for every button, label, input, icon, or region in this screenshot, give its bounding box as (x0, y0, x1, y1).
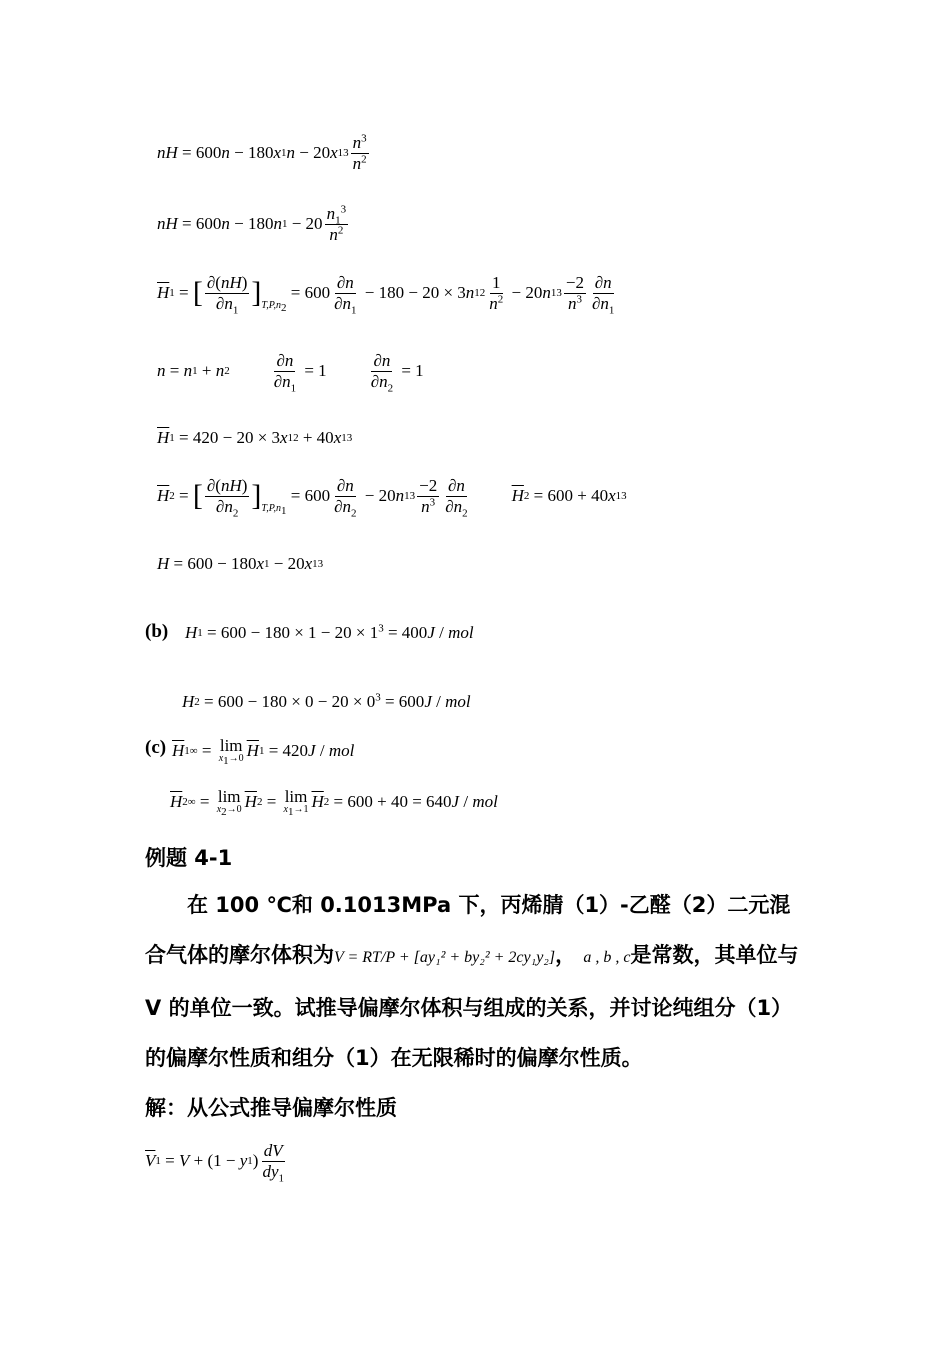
volume-equation: V = RT/P + [ay₁² + by₂² + 2cy₁y₂] (334, 949, 556, 966)
part-c-label: (c) (145, 737, 167, 758)
equation-1: nH = 600 n − 180 x 1 n − 20 x 1 3 $\frac{n^3}{n^2}$ (157, 132, 367, 173)
equation-4: n = n 1 + n 2 $\frac{\partial n}{\partial n_1}$ = 1 $\frac{\partial n}{\partial n_2}$ = 1 (157, 351, 424, 395)
equation-6: $\overline{H}$ 2 = [ $\frac{\partial(nH)}{\partial n_2}$ ] $T,P,n_1$ = 600 $\frac{\partial n}{\partial n_2}$ − 20 n 1 3 $\frac{-2}{n^3}$ $\frac{\partial n}{\partial n_2}$ $\overline{H}$ 2 = 600 + 40 x 1 3 (157, 476, 627, 520)
equation-2: nH = 600 n − 180 n 1 − 20 $\frac{n_1^3}{n^2}$ (157, 203, 347, 244)
problem-text-part-1: 在 100 ℃和 0.1013MPa 下，丙烯腈（1）-乙醛（2）二元混合气体的摩尔体积为 (145, 893, 791, 967)
equation-5: $\overline{H}$ 1 = 420 − 20 × 3 x 1 2 + 40 x 1 3 (157, 428, 353, 447)
equation-3: $\overline{H}$ 1 = [ $\frac{\partial(nH)}{\partial n_1}$ ] $T,P,n_2$ = 600 $\frac{\partial n}{\partial n_1}$ − 180 − 20 × 3 n 1 2 $\frac{1}{n^2}$ − 20 n 1 3 $\frac{-2}{n^3}$ $\frac{\partial n}{\partial n_1}$ (157, 273, 615, 317)
solution-heading: 解：从公式推导偏摩尔性质 (145, 1096, 397, 1120)
equation-11: $\overline{H}$ 2 ∞ = lim $x_2\to 0$ $\overline{H}$ 2 = lim $x_1\to 1$ $\overline{H}$ 2 = 600 + 40 = 640 J / mol (170, 787, 498, 818)
example-title: 例题 4-1 (145, 846, 233, 870)
equation-10: $\overline{H}$ 1 ∞ = lim $x_1\to 0$ $\overline{H}$ 1 = 420 J / mol (172, 736, 355, 767)
constants: a , b , c (583, 949, 631, 966)
equation-7: H = 600 − 180 x 1 − 20 x 1 3 (157, 554, 324, 573)
problem-text-part-2: 是常数，其单位与 V 的单位一致。试推导偏摩尔体积与组成的关系，并讨论纯组分（1）的偏摩尔性质和组分（1）在无限稀时的偏摩尔性质。 (145, 943, 799, 1070)
equation-12: $\overline{V}$ 1 = V + (1 − y 1 ) $\frac{dV}{dy_1}$ (145, 1141, 284, 1185)
equation-8: H 1 = $600 - 180 \times 1 - 20 \times 1^3 = 400$ J / mol (185, 622, 474, 642)
problem-text-comma: ， (555, 943, 577, 967)
part-b-label: (b) (145, 621, 169, 642)
example-problem-text (145, 880, 810, 1083)
equation-9: H 2 = $600 - 180 \times 0 - 20 \times 0^3 = 600$ J / mol (182, 691, 471, 711)
